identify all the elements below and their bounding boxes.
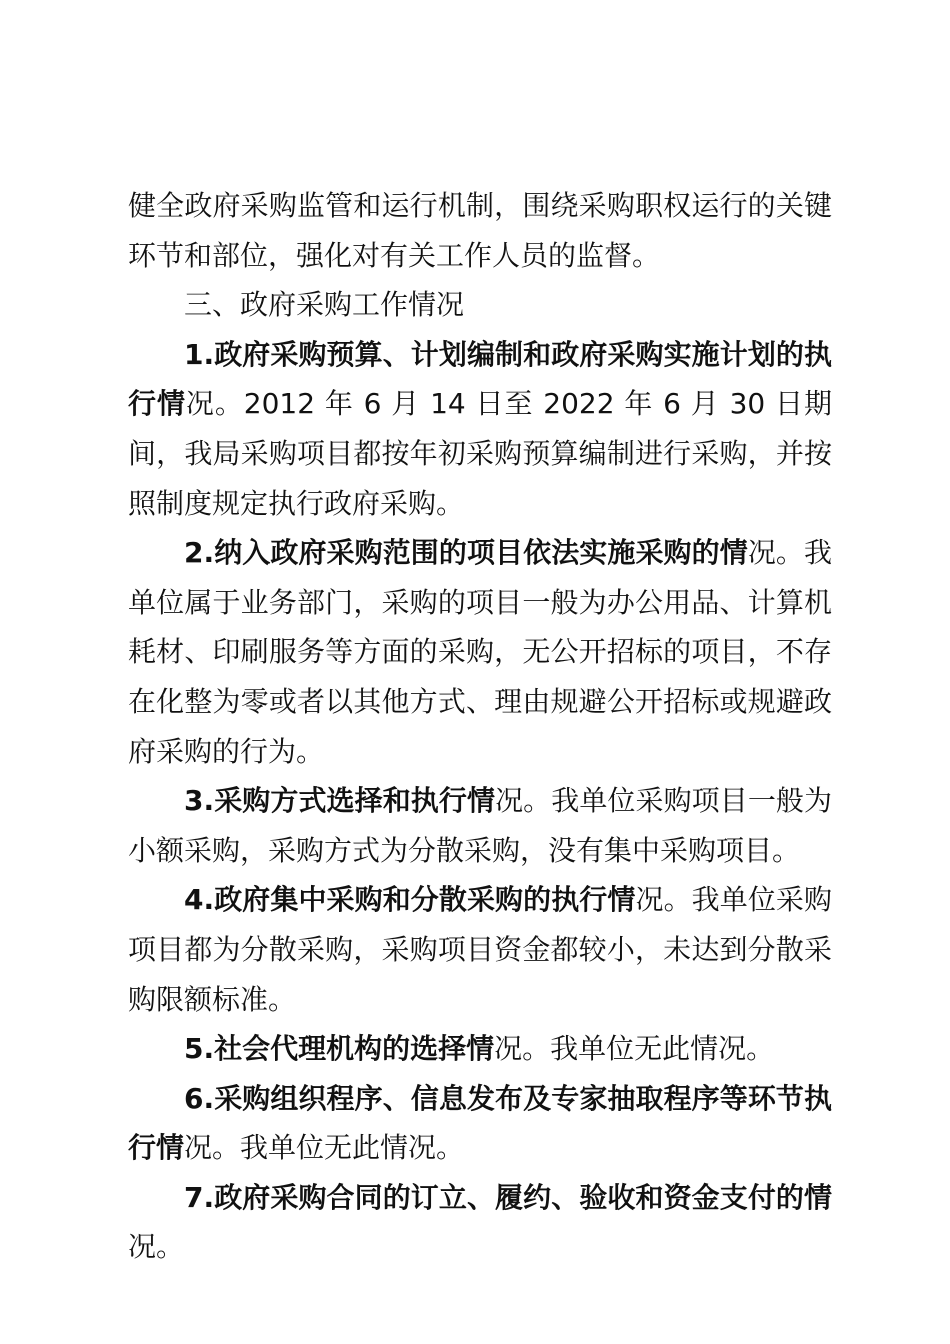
item-text: 况。我单位属于业务部门，采购的项目一般为办公用品、计算机耗材、印刷服务等方面的采购，无公开招标的项目，不存在化整为零或者以其他方式、理由规避公开招标或规避政府采购的行为。 (128, 536, 832, 768)
paragraph-item-4 (128, 875, 832, 1024)
paragraph-item-3 (128, 776, 832, 875)
paragraph-item-7 (128, 1173, 832, 1272)
document-page (128, 181, 832, 1272)
item-lead: 4.政府集中采购和分散采购的执行情 (184, 883, 636, 917)
paragraph-intro (128, 181, 832, 280)
section-heading-text: 三、政府采购工作情况 (184, 288, 465, 322)
paragraph-item-6 (128, 1074, 832, 1173)
paragraph-item-5 (128, 1024, 832, 1074)
item-lead: 5.社会代理机构的选择情 (184, 1032, 495, 1066)
paragraph-text: 健全政府采购监管和运行机制，围绕采购职权运行的关键环节和部位，强化对有关工作人员的监督。 (128, 189, 832, 272)
item-text: 况。我单位无此情况。 (184, 1131, 465, 1165)
paragraph-item-1 (128, 330, 832, 528)
item-text: 况。我单位无此情况。 (494, 1032, 775, 1066)
section-heading-3 (128, 280, 832, 330)
item-lead: 1.政府采购预算、计划编制和政府采购实施计划的执行情 (128, 337, 832, 421)
item-lead: 2.纳入政府采购范围的项目依法实施采购的情 (184, 536, 748, 570)
item-text: 况。我单位采购项目都为分散采购，采购项目资金都较小，未达到分散采购限额标准。 (128, 883, 832, 1016)
item-lead: 6.采购组织程序、信息发布及专家抽取程序等环节执行情 (128, 1081, 832, 1165)
paragraph-item-2 (128, 528, 832, 776)
item-lead: 3.采购方式选择和执行情 (184, 784, 496, 818)
item-lead: 7.政府采购合同的订立、履约、验收和资金支付的情 (184, 1180, 832, 1214)
item-text: 况。 (128, 1230, 185, 1264)
item-text: 况。2012 年 6 月 14 日至 2022 年 6 月 30 日期间，我局采购项目都按年初采购预算编制进行采购，并按照制度规定执行政府采购。 (128, 387, 832, 520)
item-text: 况。我单位采购项目一般为小额采购，采购方式为分散采购，没有集中采购项目。 (128, 784, 832, 867)
